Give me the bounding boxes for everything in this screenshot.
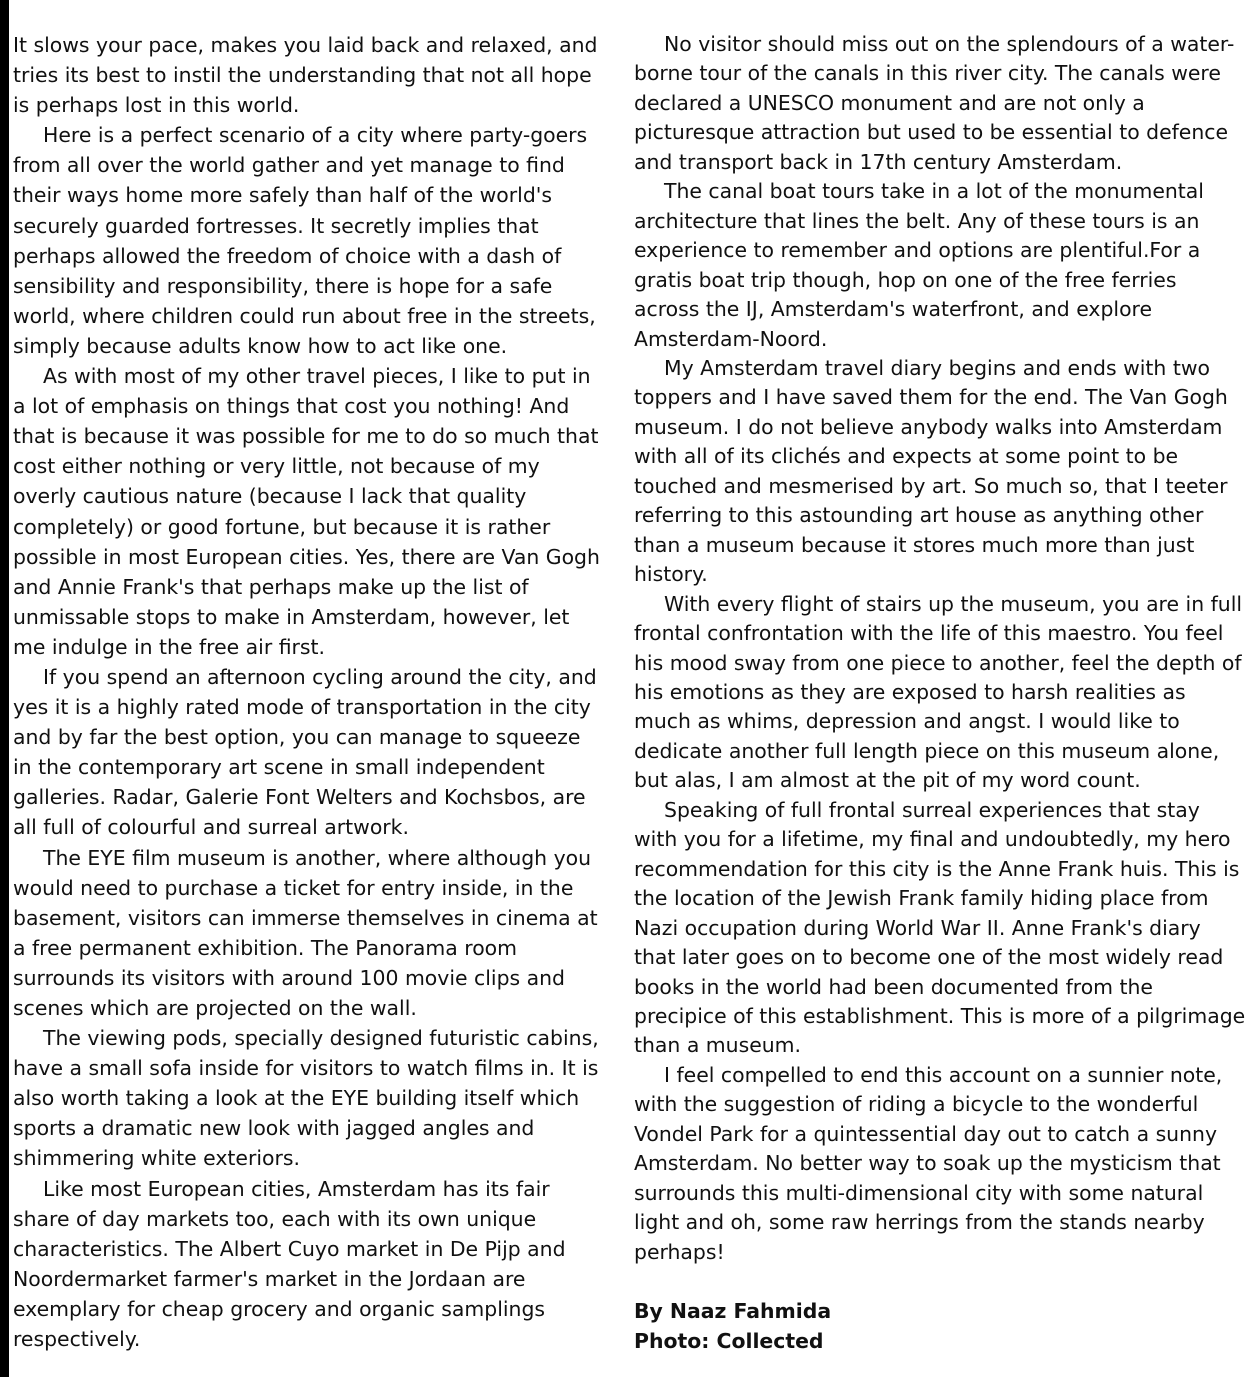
left-margin-rule [0,0,9,1377]
paragraph: Here is a perfect scenario of a city where party-goers from all over the world gather and yet manage to find their ways home more safely than half of the world's securely guarded fortresses. It secretly implies that perhaps allowed the freedom of choice with a dash of sensibility and responsibility, there is hope for a safe world, where children could run about free in the streets, simply because adults know how to act like one. [13,123,596,358]
paragraph: My Amsterdam travel diary begins and ends with two toppers and I have saved them for the end. The Van Gogh museum. I do not believe anybody walks into Amsterdam with all of its clichés and expects at some point to be touched and mesmerised by art. So much so, that I teeter referring to this astounding art house as anything other than a museum because it stores much more than just history. [634,355,1228,587]
paragraph: Speaking of full frontal surreal experiences that stay with you for a lifetime, my final and undoubtedly, my hero recommendation for this city is the Anne Frank huis. This is the location of the Jewish Frank family hiding place from Nazi occupation during World War II. Anne Frank's diary that later goes on to become one of the most widely read books in the world had been documented from the precipice of this establishment. This is more of a pilgrimage than a museum. [634,797,1246,1058]
photo-credit: Photo: Collected [634,1329,824,1354]
byline [634,1296,1246,1356]
paragraph: If you spend an afternoon cycling around the city, and yes it is a highly rated mode of transportation in the city and by far the best option, you can manage to squeeze in the contemporary art scene in small independent galleries. Radar, Galerie Font Welters and Kochsbos, are all full of colourful and surreal artwork. [13,664,597,840]
paragraph: I feel compelled to end this account on a sunnier note, with the suggestion of riding a bicycle to the wonderful Vondel Park for a quintessential day out to catch a sunny Amsterdam. No better way to soak up the mysticism that surrounds this multi-dimensional city with some natural light and oh, some raw herrings from the stands nearby perhaps! [634,1062,1223,1264]
paragraph: Like most European cities, Amsterdam has its fair share of day markets too, each with its own unique characteristics. The Albert Cuyo market in De Pijp and Noordermarket farmer's market in the Jordaan are exemplary for cheap grocery and organic samplings respectively. [13,1176,566,1352]
article-column-left [13,30,605,1354]
paragraph: The EYE film museum is another, where although you would need to purchase a ticket for entry inside, in the basement, visitors can immerse themselves in cinema at a free permanent exhibition. The Panorama room surrounds its visitors with around 100 movie clips and scenes which are projected on the wall. [13,845,598,1020]
paragraph: It slows your pace, makes you laid back and relaxed, and tries its best to instil the understanding that not all hope is perhaps lost in this world. [13,33,598,118]
paragraph: With every flight of stairs up the museum, you are in full frontal confrontation with the life of this maestro. You feel his mood sway from one piece to another, feel the depth of his emotions as they are exposed to harsh realities as much as whims, depression and angst. I would like to dedicate another full length piece on this museum alone, but alas, I am almost at the pit of my word count. [634,591,1243,793]
paragraph: The canal boat tours take in a lot of the monumental architecture that lines the belt. Any of these tours is an experience to remember and options are plentiful.For a gratis boat trip though, hop on one of the free ferries across the IJ, Amsterdam's waterfront, and explore Amsterdam-Noord. [634,179,1204,351]
paragraph: No visitor should miss out on the splendours of a water-borne tour of the canals in this river city. The canals were declared a UNESCO monument and are not only a picturesque attraction but used to be essential to defence and transport back in 17th century Amsterdam. [634,32,1235,174]
paragraph: The viewing pods, specially designed futuristic cabins, have a small sofa inside for visitors to watch films in. It is also worth taking a look at the EYE building itself which sports a dramatic new look with jagged angles and shimmering white exteriors. [13,1026,599,1171]
paragraph: As with most of my other travel pieces, I like to put in a lot of emphasis on things that cost you nothing! And that is because it was possible for me to do so much that cost either nothing or very little, not because of my overly cautious nature (because I lack that quality completely) or good fortune, but because it is rather possible in most European cities. Yes, there are Van Gogh and Annie Frank's that perhaps make up the list of unmissable stops to make in Amsterdam, however, let me indulge in the free air first. [13,364,600,659]
article-column-right [634,30,1246,1356]
author-credit: By Naaz Fahmida [634,1299,832,1324]
